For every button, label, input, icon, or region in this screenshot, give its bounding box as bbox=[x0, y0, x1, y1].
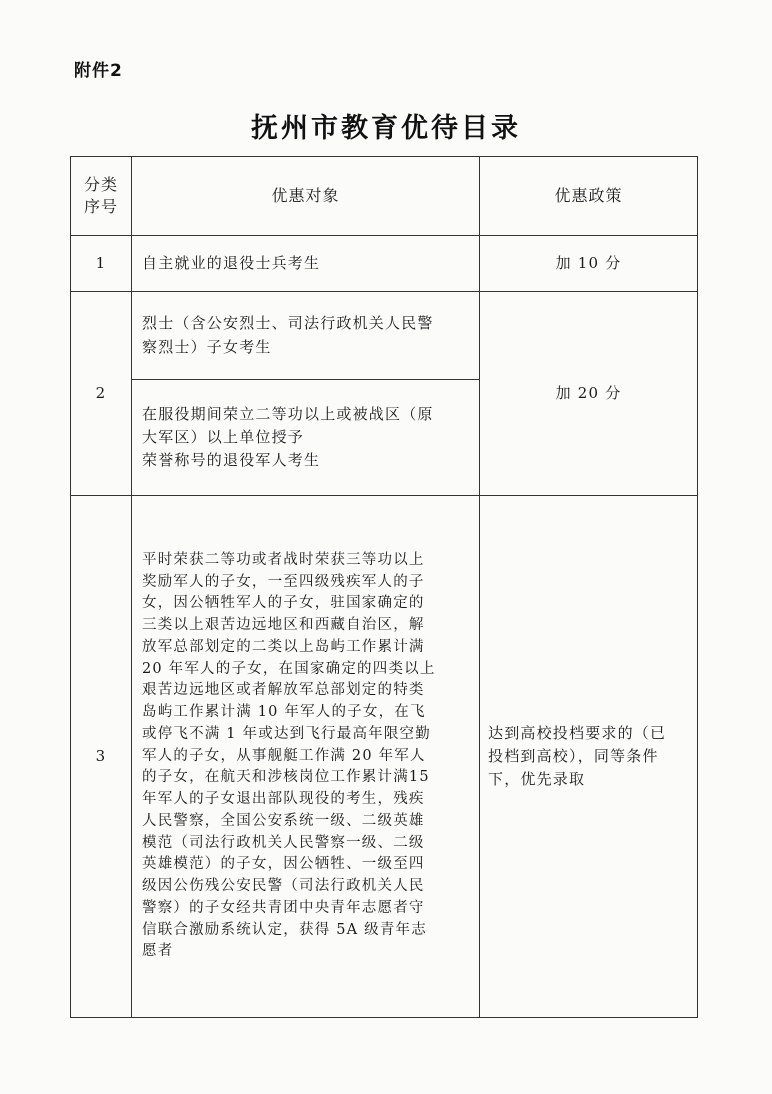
row-1-policy: 加 10 分 bbox=[555, 253, 622, 272]
row-2-policy: 加 20 分 bbox=[555, 383, 622, 402]
row-3-number: 3 bbox=[95, 746, 107, 765]
row-3-target: 平时荣获二等功或者战时荣获三等功以上 奖励军人的子女，一至四级残疾军人的子 女，因公牺牲军人的子女，驻国家确定的 三类以上艰苦边远地区和西藏自治区，解 放军总部划定的二类以上岛屿工作累计满 20 年军人的子女，在国家确定的四类以上 艰苦边远地区或者解放军总部划定的特类 岛屿工作累计满 10 年军人的子女，在飞 或停飞不满 1 年或达到飞行最高年限空勤 军人的子女，从事舰艇工作满 20 年军人 的子女，在航天和涉核岗位工作累计满15 年军人的子女退出部队现役的考生，残疾 人民警察，全国公安系统一级、二级英雄 模范（司法行政机关人民警察一级、二级 英雄模范）的子女，因公牺牲、一级至四 级因公伤残公安民警（司法行政机关人民 警察）的子女经共青团中央青年志愿者守 信联合激励系统认定，获得 5A 级青年志 愿者 bbox=[142, 551, 436, 960]
preferential-table bbox=[70, 156, 698, 1018]
row-1-number: 1 bbox=[95, 253, 107, 272]
header-target: 优惠对象 bbox=[271, 185, 340, 205]
row-2-number: 2 bbox=[95, 383, 107, 402]
row-1-target: 自主就业的退役士兵考生 bbox=[142, 253, 321, 272]
document-title: 抚州市教育优待目录 bbox=[251, 113, 521, 144]
attachment-label: 附件2 bbox=[74, 61, 123, 81]
row-2-target-b: 在服役期间荣立二等功以上或被战区（原 大军区）以上单位授予 荣誉称号的退役军人考生 bbox=[142, 404, 434, 470]
header-policy: 优惠政策 bbox=[554, 185, 623, 205]
row-2-target-a: 烈士（含公安烈士、司法行政机关人民警 察烈士）子女考生 bbox=[142, 314, 434, 356]
header-category-number: 分类 序号 bbox=[83, 174, 118, 216]
row-3-policy: 达到高校投档要求的（已 投档到高校），同等条件 下，优先录取 bbox=[488, 723, 667, 789]
